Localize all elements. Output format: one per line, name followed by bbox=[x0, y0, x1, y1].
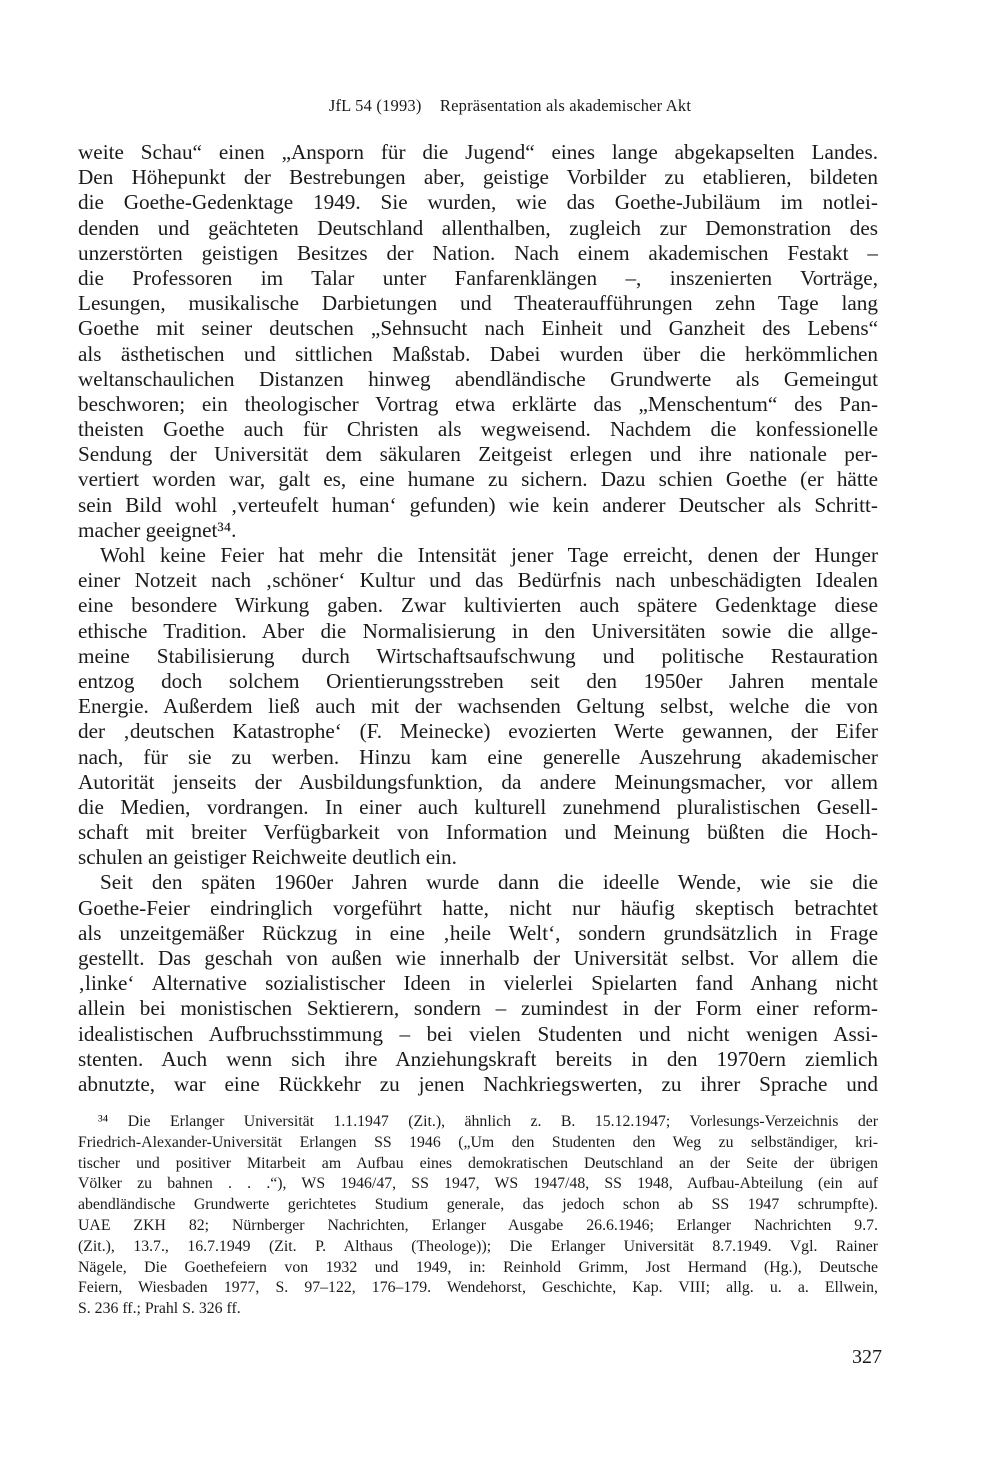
body-line: vertiert worden war, galt es, eine humane zu sichern. Dazu schien Goethe (er hätte bbox=[78, 467, 878, 492]
body-line: allein bei monistischen Sektierern, sondern – zumindest in der Form einer reform- bbox=[78, 996, 878, 1021]
body-line: schaft mit breiter Verfügbarkeit von Information und Meinung büßten die Hoch- bbox=[78, 820, 878, 845]
footnote-line: (Zit.), 13.7., 16.7.1949 (Zit. P. Althaus (Theologe)); Die Erlanger Universität 8.7.1949. Vgl. Rainer bbox=[78, 1237, 878, 1255]
running-head bbox=[0, 96, 1000, 116]
body-line: nach, für sie zu werben. Hinzu kam eine generelle Auszehrung akademischer bbox=[78, 744, 878, 769]
footnote-line: Nägele, Die Goethefeiern von 1932 und 1949, in: Reinhold Grimm, Jost Hermand (Hg.), Deutsche bbox=[78, 1258, 878, 1276]
footnote-line: abendländische Grundwerte gerichtetes Studium generale, das jedoch schon ab SS 1947 schrumpfte). bbox=[78, 1196, 878, 1214]
body-line: macher geeignet³⁴. bbox=[78, 517, 237, 542]
body-line: Goethe mit seiner deutschen „Sehnsucht nach Einheit und Ganzheit des Lebens“ bbox=[78, 316, 878, 341]
footnote-line: tischer und positiver Mitarbeit am Aufbau eines demokratischen Deutschland an der Seite der übrigen bbox=[78, 1154, 878, 1172]
body-line: meine Stabilisierung durch Wirtschaftsaufschwung und politische Restauration bbox=[78, 643, 878, 668]
body-line: gestellt. Das geschah von außen wie innerhalb der Universität selbst. Vor allem die bbox=[78, 946, 878, 970]
body-line: Sendung der Universität dem säkularen Zeitgeist erlegen und ihre nationale per- bbox=[78, 442, 878, 467]
footnote-line: Friedrich-Alexander-Universität Erlangen SS 1946 („Um den Studenten den Weg zu selbständiger, kri- bbox=[78, 1133, 878, 1151]
page-number: 327 bbox=[852, 1346, 882, 1368]
body-line: theisten Goethe auch für Christen als wegweisend. Nachdem die konfessionelle bbox=[78, 417, 878, 442]
body-line: Seit den späten 1960er Jahren wurde dann die ideelle Wende, wie sie die bbox=[100, 870, 878, 895]
body-text bbox=[78, 140, 878, 1097]
body-line: beschworen; ein theologischer Vortrag etwa erklärte das „Menschentum“ des Pan- bbox=[78, 391, 878, 416]
body-line: als ästhetischen und sittlichen Maßstab. Dabei wurden über die herkömmlichen bbox=[78, 341, 878, 366]
body-line: schulen an geistiger Reichweite deutlich ein. bbox=[78, 845, 457, 870]
body-line: Lesungen, musikalische Darbietungen und Theateraufführungen zehn Tage lang bbox=[78, 291, 878, 316]
body-line: stenten. Auch wenn sich ihre Anziehungskraft bereits in den 1970ern ziemlich bbox=[78, 1046, 878, 1071]
body-line: Goethe-Feier eindringlich vorgeführt hatte, nicht nur häufig skeptisch betrachtet bbox=[78, 895, 878, 920]
footnote-line: S. 236 ff.; Prahl S. 326 ff. bbox=[78, 1300, 241, 1318]
body-line: ‚linke‘ Alternative sozialistischer Ideen in vielerlei Spielarten fand Anhang nicht bbox=[78, 971, 878, 996]
body-line: idealistischen Aufbruchsstimmung – bei vielen Studenten und nicht wenigen Assi- bbox=[78, 1021, 878, 1046]
footnotes bbox=[78, 1112, 878, 1320]
body-line: Den Höhepunkt der Bestrebungen aber, geistige Vorbilder zu etablieren, bildeten bbox=[78, 165, 878, 190]
body-line: denden und geächteten Deutschland allenthalben, zugleich zur Demonstration des bbox=[78, 215, 878, 240]
body-line: die Medien, vordrangen. In einer auch kulturell zunehmend pluralistischen Gesell- bbox=[78, 794, 878, 819]
body-line: unzerstörten geistigen Besitzes der Nation. Nach einem akademischen Festakt – bbox=[78, 240, 878, 265]
body-line: eine besondere Wirkung gaben. Zwar kultivierten auch spätere Gedenktage diese bbox=[78, 593, 878, 618]
body-line: Autorität jenseits der Ausbildungsfunktion, da andere Meinungsmacher, vor allem bbox=[78, 769, 878, 794]
body-line: ethische Tradition. Aber die Normalisierung in den Universitäten sowie die allge- bbox=[78, 618, 878, 643]
body-line: als unzeitgemäßer Rückzug in eine ‚heile Welt‘, sondern grundsätzlich in Frage bbox=[78, 920, 878, 945]
footnote-line: Völker zu bahnen . . .“), WS 1946/47, SS 1947, WS 1947/48, SS 1948, Aufbau-Abteilung (ein auf bbox=[78, 1175, 878, 1193]
journal-citation: JfL 54 (1993) bbox=[328, 96, 422, 115]
body-line: sein Bild wohl ‚verteufelt human‘ gefunden) wie kein anderer Deutscher als Schritt- bbox=[78, 492, 878, 517]
footnote-line: UAE ZKH 82; Nürnberger Nachrichten, Erlanger Ausgabe 26.6.1946; Erlanger Nachrichten 9.7. bbox=[78, 1216, 878, 1234]
body-line: der ‚deutschen Katastrophe‘ (F. Meinecke) evozierten Werte gewannen, der Eifer bbox=[78, 719, 878, 744]
body-line: abnutzte, war eine Rückkehr zu jenen Nachkriegswerten, zu ihrer Sprache und bbox=[78, 1071, 878, 1096]
running-title: Repräsentation als akademischer Akt bbox=[439, 96, 692, 115]
body-line: Wohl keine Feier hat mehr die Intensität jener Tage erreicht, denen der Hunger bbox=[100, 543, 878, 567]
body-line: einer Notzeit nach ‚schöner‘ Kultur und das Bedürfnis nach unbeschädigten Idealen bbox=[78, 568, 878, 593]
footnote-line: ³⁴ Die Erlanger Universität 1.1.1947 (Zit.), ähnlich z. B. 15.12.1947; Vorlesungs-Verzeichnis der bbox=[98, 1113, 878, 1130]
body-line: weltanschaulichen Distanzen hinweg abendländische Grundwerte als Gemeingut bbox=[78, 366, 878, 391]
footnote-line: Feiern, Wiesbaden 1977, S. 97–122, 176–179. Wendehorst, Geschichte, Kap. VIII; allg. u. a. Ellwein, bbox=[78, 1279, 878, 1297]
body-line: weite Schau“ einen „Ansporn für die Jugend“ eines lange abgekapselten Landes. bbox=[78, 140, 878, 164]
body-line: die Goethe-Gedenktage 1949. Sie wurden, wie das Goethe-Jubiläum im notlei- bbox=[78, 190, 878, 215]
body-line: Energie. Außerdem ließ auch mit der wachsenden Geltung selbst, welche die von bbox=[78, 694, 878, 719]
body-line: die Professoren im Talar unter Fanfarenklängen –, inszenierten Vorträge, bbox=[78, 265, 878, 290]
body-line: entzog doch solchem Orientierungsstreben seit den 1950er Jahren mentale bbox=[78, 668, 878, 693]
